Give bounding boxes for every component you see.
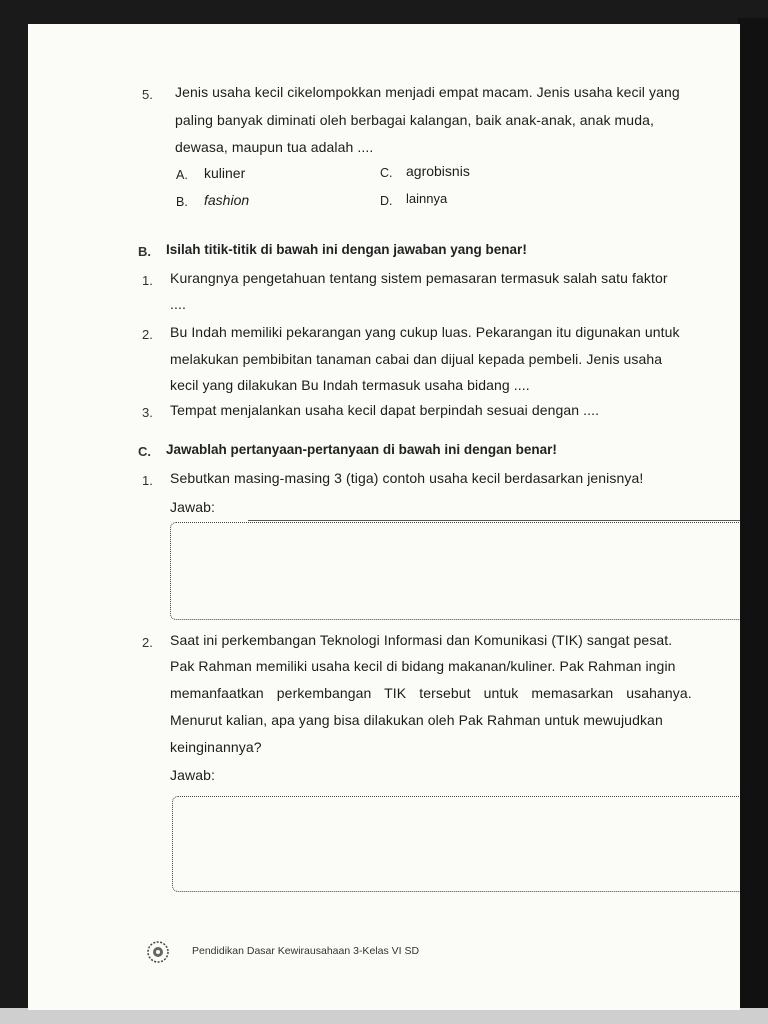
option-letter: D. xyxy=(380,194,393,208)
footer-text: Pendidikan Dasar Kewirausahaan 3-Kelas VI SD xyxy=(192,945,420,957)
question-text-line: paling banyak diminati oleh berbagai kalangan, baik anak-anak, anak muda, xyxy=(175,112,654,128)
scan-shadow-right xyxy=(738,18,768,1018)
question-text-line: dewasa, maupun tua adalah .... xyxy=(175,139,374,155)
item-text-line: Tempat menjalankan usaha kecil dapat berpindah sesuai dengan .... xyxy=(170,402,600,418)
item-text-line: .... xyxy=(170,296,186,312)
item-text-line: memanfaatkan perkembangan TIK tersebut untuk memasarkan usahanya. xyxy=(170,685,692,701)
answer-label: Jawab: xyxy=(170,499,215,515)
item-text-line: Pak Rahman memiliki usaha kecil di bidang makanan/kuliner. Pak Rahman ingin xyxy=(170,658,676,674)
option-b-text: fashion xyxy=(204,192,250,208)
item-text-line: Saat ini perkembangan Teknologi Informasi dan Komunikasi (TIK) sangat pesat. xyxy=(170,632,673,648)
item-text-line: keinginannya? xyxy=(170,739,262,755)
scan-bottom-edge xyxy=(0,1008,768,1024)
document-page xyxy=(28,24,740,1010)
option-letter: B. xyxy=(176,195,188,209)
item-number: 2. xyxy=(142,635,153,650)
publisher-logo-icon xyxy=(146,940,170,964)
question-text-line: Jenis usaha kecil cikelompokkan menjadi empat macam. Jenis usaha kecil yang xyxy=(175,84,680,100)
section-label: C. xyxy=(138,444,151,459)
option-c-text: agrobisnis xyxy=(406,163,470,179)
item-text-line: Menurut kalian, apa yang bisa dilakukan oleh Pak Rahman untuk mewujudkan xyxy=(170,712,663,728)
answer-label: Jawab: xyxy=(170,767,215,783)
answer-box-2[interactable] xyxy=(172,796,740,892)
item-number: 1. xyxy=(142,273,153,288)
item-text-line: Bu Indah memiliki pekarangan yang cukup luas. Pekarangan itu digunakan untuk xyxy=(170,324,680,340)
option-a-text: kuliner xyxy=(204,165,246,181)
item-text-line: Kurangnya pengetahuan tentang sistem pemasaran termasuk salah satu faktor xyxy=(170,270,668,286)
item-text-line: Sebutkan masing-masing 3 (tiga) contoh usaha kecil berdasarkan jenisnya! xyxy=(170,470,644,486)
section-label: B. xyxy=(138,244,151,259)
section-heading: Jawablah pertanyaan-pertanyaan di bawah ini dengan benar! xyxy=(166,442,557,457)
option-letter: A. xyxy=(176,168,188,182)
item-number: 1. xyxy=(142,473,153,488)
answer-line xyxy=(248,520,740,521)
option-letter: C. xyxy=(380,166,393,180)
question-number: 5. xyxy=(142,87,153,102)
item-number: 3. xyxy=(142,405,153,420)
option-d-text: lainnya xyxy=(406,191,448,206)
item-text-line: melakukan pembibitan tanaman cabai dan dijual kepada pembeli. Jenis usaha xyxy=(170,351,663,367)
section-heading: Isilah titik-titik di bawah ini dengan jawaban yang benar! xyxy=(166,242,527,257)
answer-box-1[interactable] xyxy=(170,522,740,620)
item-number: 2. xyxy=(142,327,153,342)
item-text-line: kecil yang dilakukan Bu Indah termasuk usaha bidang .... xyxy=(170,377,530,393)
